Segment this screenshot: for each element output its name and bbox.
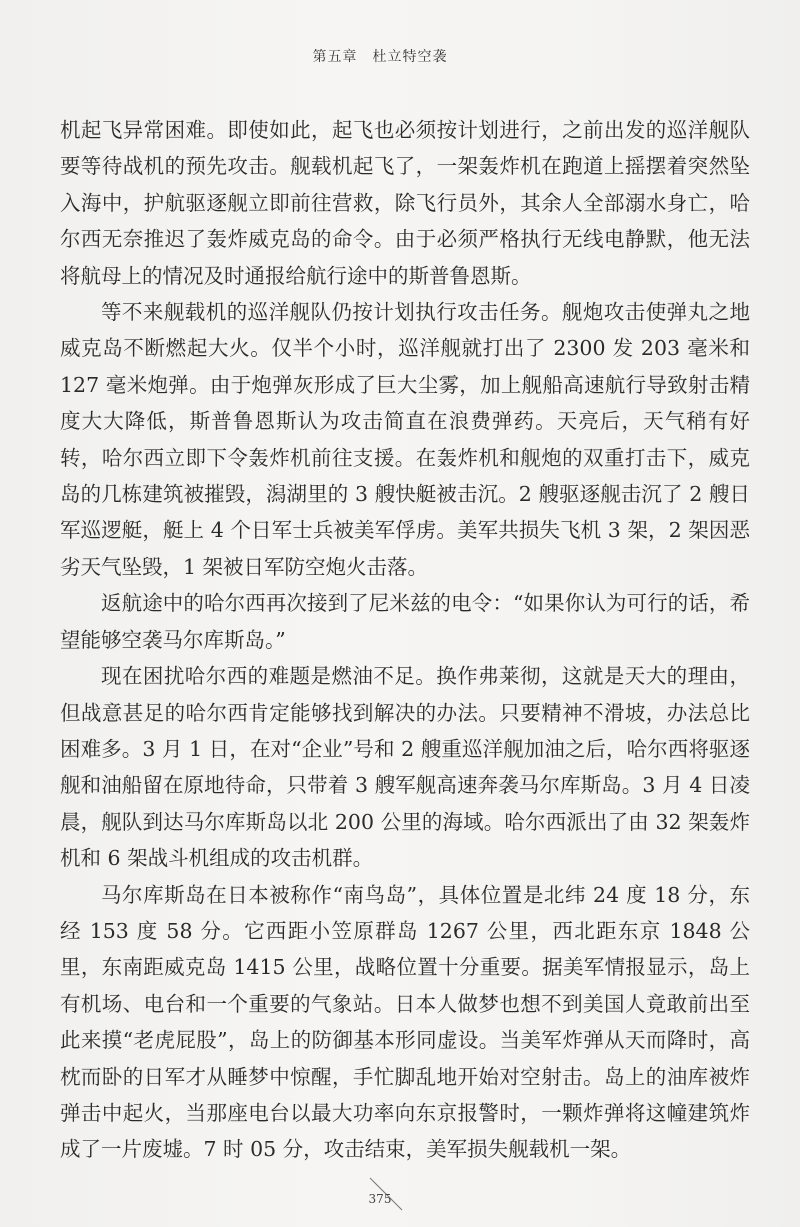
paragraph-1: 机起飞异常困难。即使如此，起飞也必须按计划进行，之前出发的巡洋舰队要等待战机的预先攻击。舰载机起飞了，一架轰炸机在跑道上摇摆着突然坠入海中，护航驱逐舰立即前往营救，除飞行员外，其余人全部溺水身亡，哈尔西无奈推迟了轰炸威克岛的命令。由于必须严格执行无线电静默，他无法将航母上的情况及时通报给航行途中的斯普鲁恩斯。	[60, 118, 750, 288]
paragraph-3: 返航途中的哈尔西再次接到了尼米兹的电令：“如果你认为可行的话，希望能够空袭马尔库斯岛。”	[60, 591, 750, 652]
running-head: 第五章 杜立特空袭	[312, 49, 448, 65]
page-number: 375	[368, 1192, 392, 1206]
paragraph-2: 等不来舰载机的巡洋舰队仍按计划执行攻击任务。舰炮攻击使弹丸之地威克岛不断燃起大火。仅半个小时，巡洋舰就打出了 2300 发 203 毫米和 127 毫米炮弹。由于炮弹灰形成了巨大尘雾，加上舰船高速航行导致射击精度大大降低，斯普鲁恩斯认为攻击简直在浪费弹药。天亮后，天气稍有好转，哈尔西立即下令轰炸机前往支援。在轰炸机和舰炮的双重打击下，威克岛的几栋建筑被摧毁，潟湖里的 3 艘快艇被击沉。2 艘驱逐舰击沉了 2 艘日军巡逻艇，艇上 4 个日军士兵被美军俘虏。美军共损失飞机 3 架，2 架因恶劣天气坠毁，1 架被日军防空炮火击落。	[60, 300, 750, 579]
body-text	[60, 112, 750, 1168]
paragraph-5: 马尔库斯岛在日本被称作“南鸟岛”，具体位置是北纬 24 度 18 分，东经 153 度 58 分。它西距小笠原群岛 1267 公里，西北距东京 1848 公里，东南距威克岛 1415 公里，战略位置十分重要。据美军情报显示，岛上有机场、电台和一个重要的气象站。日本人做梦也想不到美国人竟敢前出至此来摸“老虎屁股”，岛上的防御基本形同虚设。当美军炸弹从天而降时，高枕而卧的日军才从睡梦中惊醒，手忙脚乱地开始对空射击。岛上的油库被炸弹击中起火，当那座电台以最大功率向东京报警时，一颗炸弹将这幢建筑炸成了一片废墟。7 时 05 分，攻击结束，美军损失舰载机一架。	[60, 882, 750, 1162]
paragraph-4: 现在困扰哈尔西的难题是燃油不足。换作弗莱彻，这就是天大的理由，但战意甚足的哈尔西肯定能够找到解决的办法。只要精神不滑坡，办法总比困难多。3 月 1 日，在对“企业”号和 2 艘重巡洋舰加油之后，哈尔西将驱逐舰和油船留在原地待命，只带着 3 艘军舰高速奔袭马尔库斯岛。3 月 4 日凌晨，舰队到达马尔库斯岛以北 200 公里的海域。哈尔西派出了由 32 架轰炸机和 6 架战斗机组成的攻击机群。	[60, 664, 750, 871]
